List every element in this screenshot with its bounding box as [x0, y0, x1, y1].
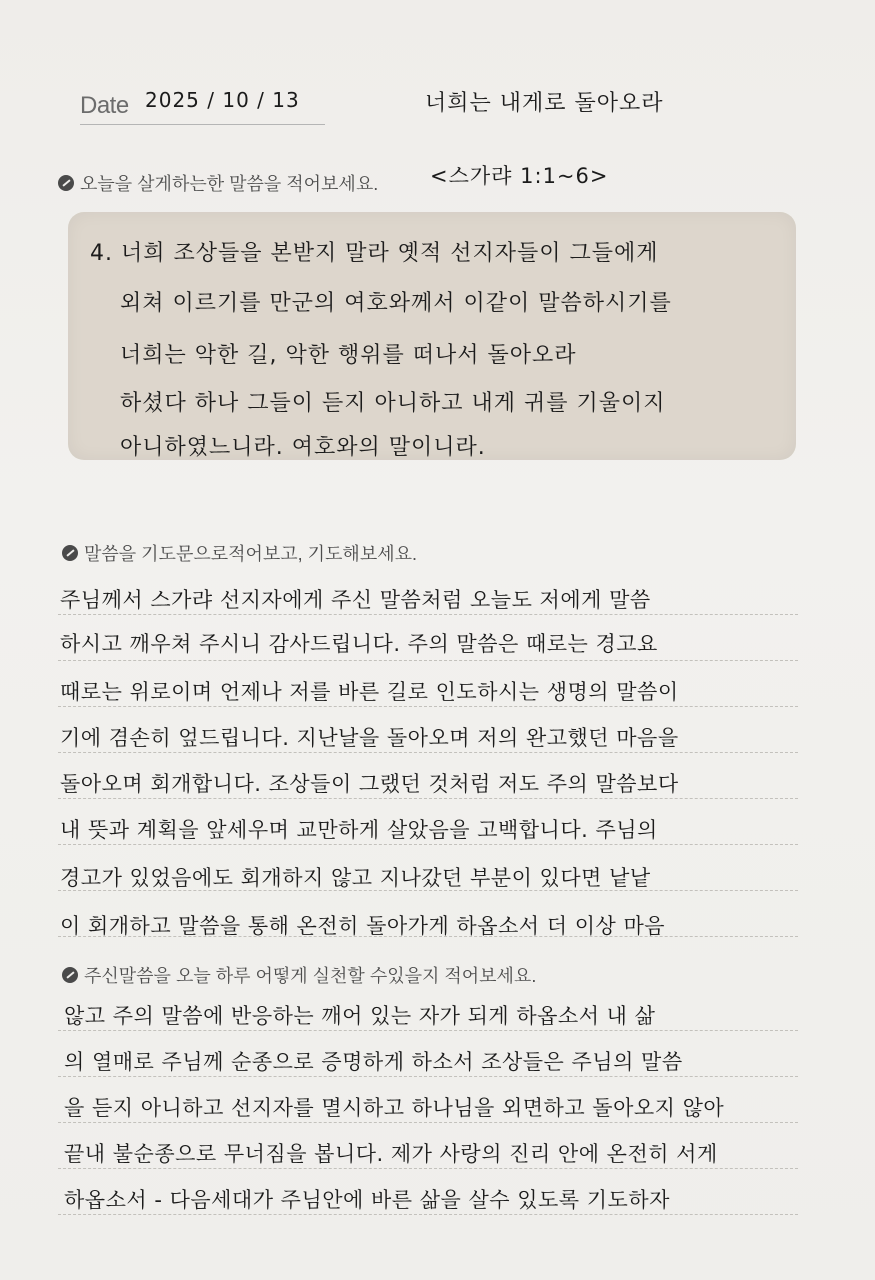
- date-value: 2025 / 10 / 13: [145, 88, 300, 112]
- ruled-line: [58, 752, 798, 753]
- ruled-line: [58, 1214, 798, 1215]
- ruled-line: [58, 1168, 798, 1169]
- ruled-line: [58, 706, 798, 707]
- ruled-line: [58, 1030, 798, 1031]
- prayer-line: 하시고 깨우쳐 주시니 감사드립니다. 주의 말씀은 때로는 경고요: [60, 632, 658, 656]
- ruled-line: [58, 1122, 798, 1123]
- practice-line: 의 열매로 주님께 순종으로 증명하게 하소서 조상들은 주님의 말씀: [64, 1050, 683, 1074]
- prayer-line: 경고가 있었음에도 회개하지 않고 지나갔던 부분이 있다면 낱낱: [60, 866, 651, 890]
- ruled-line: [58, 660, 798, 661]
- practice-section-label-text: 주신말씀을 오늘 하루 어떻게 실천할 수있을지 적어보세요.: [84, 966, 537, 986]
- page-title: 너희는 내게로 돌아오라: [425, 91, 664, 116]
- verse-section-label-text: 오늘을 살게하는한 말씀을 적어보세요.: [80, 174, 379, 194]
- verse-line: 아니하였느니라. 여호와의 말이니라.: [120, 435, 486, 460]
- date-label: Date: [80, 92, 129, 119]
- verse-line: 외쳐 이르기를 만군의 여호와께서 이같이 말씀하시기를: [120, 291, 672, 316]
- leaf-icon: [62, 967, 78, 983]
- ruled-line: [58, 1076, 798, 1077]
- verse-section-label: [58, 170, 378, 196]
- practice-line: 끝내 불순종으로 무너짐을 봅니다. 제가 사랑의 진리 안에 온전히 서게: [64, 1142, 718, 1166]
- verse-line: 하셨다 하나 그들이 듣지 아니하고 내게 귀를 기울이지: [120, 391, 666, 416]
- practice-line: 을 듣지 아니하고 선지자를 멸시하고 하나님을 외면하고 돌아오지 않아: [64, 1096, 725, 1120]
- ruled-line: [58, 844, 798, 845]
- prayer-line: 돌아오며 회개합니다. 조상들이 그랬던 것처럼 저도 주의 말씀보다: [60, 772, 679, 796]
- prayer-section-label: [62, 540, 417, 566]
- practice-line: 하옵소서 - 다음세대가 주님안에 바른 삶을 살수 있도록 기도하자: [64, 1188, 670, 1212]
- practice-line: 않고 주의 말씀에 반응하는 깨어 있는 자가 되게 하옵소서 내 삶: [64, 1004, 656, 1028]
- prayer-line: 기에 겸손히 엎드립니다. 지난날을 돌아오며 저의 완고했던 마음을: [60, 726, 679, 750]
- prayer-section-label-text: 말씀을 기도문으로적어보고, 기도해보세요.: [84, 544, 417, 564]
- ruled-line: [58, 614, 798, 615]
- prayer-line: 주님께서 스가랴 선지자에게 주신 말씀처럼 오늘도 저에게 말씀: [60, 588, 651, 612]
- ruled-line: [58, 798, 798, 799]
- leaf-icon: [62, 545, 78, 561]
- scripture-reference: <스가랴 1:1~6>: [430, 164, 609, 188]
- date-underline: [80, 124, 325, 125]
- prayer-line: 때로는 위로이며 언제나 저를 바른 길로 인도하시는 생명의 말씀이: [60, 680, 679, 704]
- prayer-line: 이 회개하고 말씀을 통해 온전히 돌아가게 하옵소서 더 이상 마음: [60, 914, 666, 938]
- verse-line: 너희는 악한 길, 악한 행위를 떠나서 돌아오라: [120, 343, 577, 368]
- prayer-line: 내 뜻과 계획을 앞세우며 교만하게 살았음을 고백합니다. 주님의: [60, 818, 658, 842]
- verse-line: 4. 너희 조상들을 본받지 말라 옛적 선지자들이 그들에게: [90, 241, 659, 266]
- practice-section-label: [62, 962, 536, 988]
- leaf-icon: [58, 175, 74, 191]
